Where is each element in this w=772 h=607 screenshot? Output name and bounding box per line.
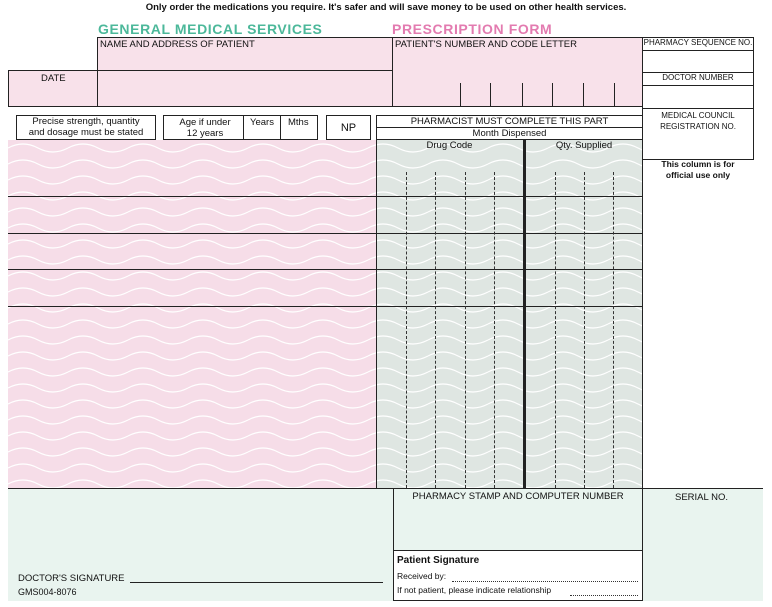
age-label-line2: 12 years: [186, 128, 224, 139]
np-box[interactable]: [326, 115, 371, 140]
mcr-label-line1: MEDICAL COUNCIL: [661, 111, 735, 120]
date-label: DATE: [41, 73, 66, 84]
pharmacy-stamp-label: PHARMACY STAMP AND COMPUTER NUMBER: [412, 491, 624, 502]
age-label-line1: Age if under: [179, 117, 231, 128]
official-use-line2: official use only: [665, 170, 731, 180]
patient-signature-label: Patient Signature: [397, 555, 480, 566]
patient-signature-box[interactable]: [393, 551, 643, 601]
precise-strength-line2: and dosage must be stated: [28, 127, 144, 138]
official-use-line1: This column is for: [661, 159, 735, 169]
patient-name-field[interactable]: [97, 37, 393, 71]
rx-row-line-1: [8, 196, 643, 197]
prescription-area: [8, 140, 643, 488]
doctor-number-label: DOCTOR NUMBER: [662, 73, 734, 82]
pharmacist-header: PHARMACIST MUST COMPLETE THIS PART: [410, 116, 609, 127]
rx-row-line-3: [8, 269, 643, 270]
mths-label: Mths: [288, 117, 309, 128]
precise-strength-line1: Precise strength, quantity: [32, 116, 140, 127]
doctor-number-label-box: [642, 72, 754, 86]
precise-strength-box: [16, 115, 156, 140]
mcr-label-line2: REGISTRATION NO.: [660, 122, 736, 131]
doctor-signature-area[interactable]: [8, 488, 393, 601]
pharmacy-seq-label-box: [642, 37, 754, 51]
form-code: GMS004-8076: [18, 587, 77, 597]
patient-name-label: NAME AND ADDRESS OF PATIENT: [100, 39, 255, 50]
patient-address-field[interactable]: [97, 70, 393, 107]
received-by-label: Received by:: [397, 571, 447, 581]
notice-text: Only order the medications you require. It's safer and will save money to be used on other health services.: [145, 2, 627, 13]
years-label: Years: [250, 117, 274, 128]
qty-supplied-label: Qty. Supplied: [555, 140, 613, 151]
pharmacy-seq-field[interactable]: [642, 50, 754, 73]
if-not-patient-label: If not patient, please indicate relationship: [397, 585, 552, 595]
patient-number-field[interactable]: [392, 37, 643, 107]
patient-number-label: PATIENT'S NUMBER AND CODE LETTER: [395, 39, 577, 50]
drug-code-label: Drug Code: [426, 140, 473, 151]
age-box: [163, 115, 318, 140]
np-label: NP: [340, 122, 357, 134]
pharmacy-seq-label: PHARMACY SEQUENCE NO.: [643, 38, 753, 47]
pharmacist-divider: [523, 140, 526, 488]
serial-no-label: SERIAL NO.: [675, 492, 728, 503]
rx-row-line-2: [8, 233, 643, 234]
date-field[interactable]: [8, 70, 98, 107]
rx-row-line-4: [8, 306, 643, 307]
serial-no-area: [643, 488, 763, 601]
pharmacy-stamp-area[interactable]: [393, 488, 643, 551]
form-heading: PRESCRIPTION FORM: [392, 21, 553, 37]
month-dispensed-label: Month Dispensed: [472, 128, 547, 139]
services-heading: GENERAL MEDICAL SERVICES: [98, 21, 323, 37]
month-dispensed-box[interactable]: [376, 127, 643, 140]
doctor-number-field[interactable]: [642, 85, 754, 109]
doctor-signature-label: DOCTOR'S SIGNATURE: [18, 573, 125, 584]
mcr-field[interactable]: [642, 108, 754, 160]
